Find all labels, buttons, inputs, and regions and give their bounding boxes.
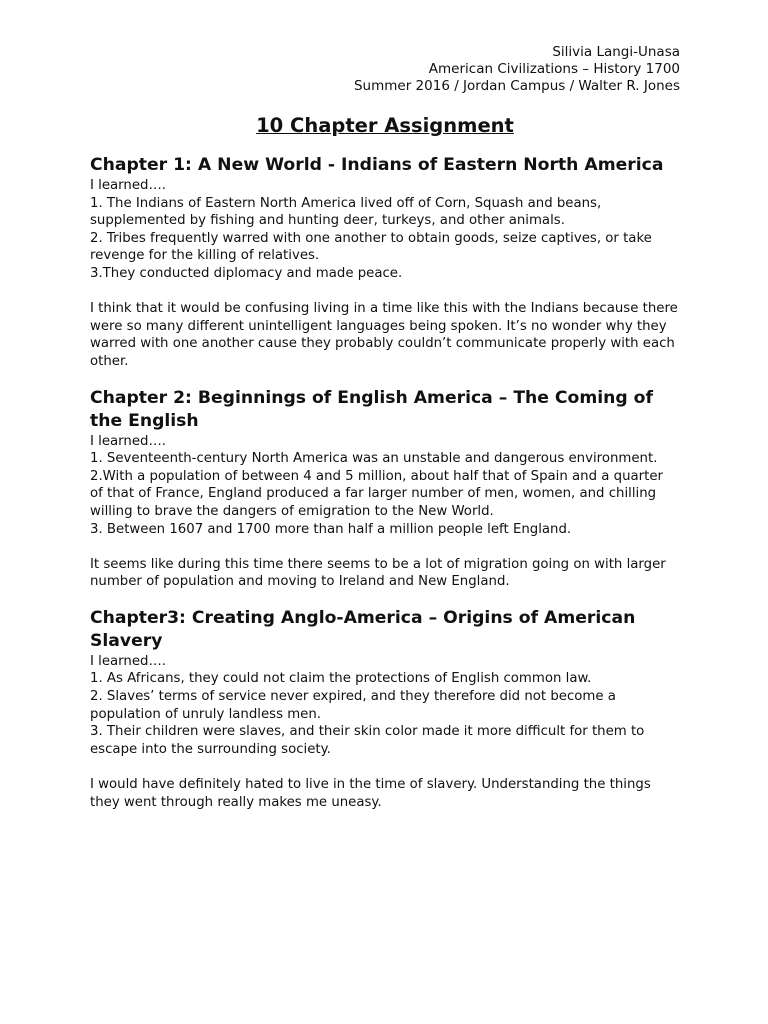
learned-point: 3.They conducted diplomacy and made peace. xyxy=(90,265,403,281)
reflection-paragraph: I would have definitely hated to live in the time of slavery. Understanding the things they went through really makes me uneasy. xyxy=(90,777,651,810)
learned-point: 2. Slaves’ terms of service never expired, and they therefore did not become a population of unruly landless men. xyxy=(90,689,616,722)
chapter-heading: Chapter 2: Beginnings of English America – The Coming of the English xyxy=(90,387,653,431)
learned-point: 3. Their children were slaves, and their skin color made it more difficult for them to escape into the surrounding society. xyxy=(90,724,645,757)
course-name: American Civilizations – History 1700 xyxy=(428,61,680,77)
chapter-heading: Chapter3: Creating Anglo-America – Origins of American Slavery xyxy=(90,607,636,651)
document-page xyxy=(90,44,680,811)
page-title: 10 Chapter Assignment xyxy=(256,114,514,137)
chapter-section xyxy=(90,154,680,371)
term-info: Summer 2016 / Jordan Campus / Walter R. Jones xyxy=(353,78,680,94)
header-block xyxy=(90,44,680,95)
chapter-heading: Chapter 1: A New World - Indians of Eastern North America xyxy=(90,155,664,175)
learned-point: 2. Tribes frequently warred with one another to obtain goods, seize captives, or take revenge for the killing of relatives. xyxy=(90,230,652,264)
reflection-paragraph: I think that it would be confusing living in a time like this with the Indians because there were so many different unintelligent languages being spoken. It’s no wonder why they warred with one another cause they probably couldn’t communicate properly with each other. xyxy=(90,301,678,369)
learned-point: 1. Seventeenth-century North America was an unstable and dangerous environment. xyxy=(90,451,658,467)
learned-intro: I learned…. xyxy=(90,433,166,449)
learned-intro: I learned…. xyxy=(90,653,166,669)
learned-point: 1. The Indians of Eastern North America lived off of Corn, Squash and beans, supplemented by fishing and hunting deer, turkeys, and other animals. xyxy=(90,195,602,229)
author-name: Silivia Langi-Unasa xyxy=(552,44,680,60)
learned-point: 1. As Africans, they could not claim the protections of English common law. xyxy=(90,671,592,687)
reflection-paragraph: It seems like during this time there seems to be a lot of migration going on with larger number of population and moving to Ireland and New England. xyxy=(90,556,666,590)
learned-point: 2.With a population of between 4 and 5 million, about half that of Spain and a quarter of that of France, England produced a far larger number of men, women, and chilling willing to brave the dangers of emigration to the New World. xyxy=(90,468,663,519)
chapter-section xyxy=(90,387,680,591)
learned-intro: I learned…. xyxy=(90,178,166,193)
chapter-section xyxy=(90,607,680,811)
learned-point: 3. Between 1607 and 1700 more than half a million people left England. xyxy=(90,521,572,537)
